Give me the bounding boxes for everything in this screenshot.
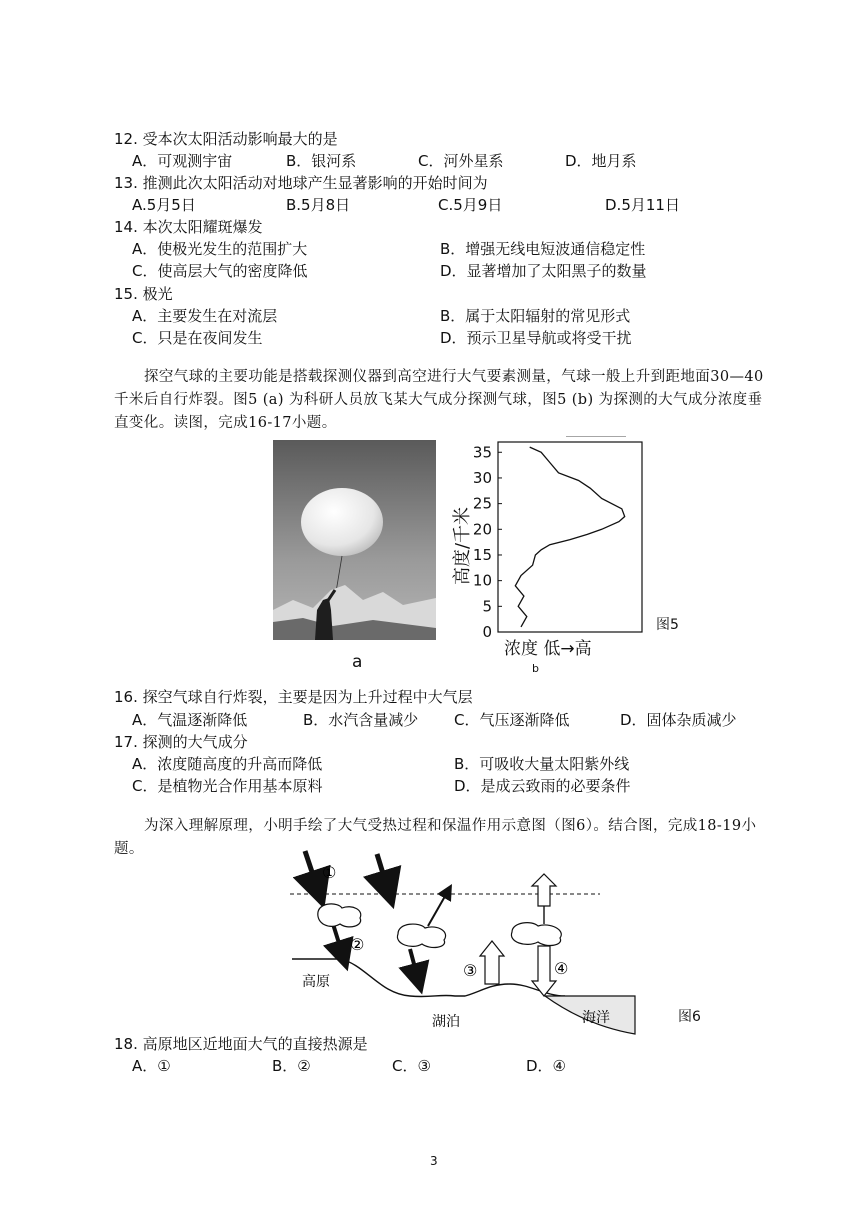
q13-option-c: C.5月9日: [438, 196, 503, 214]
q18-option-b: B．②: [272, 1057, 311, 1075]
q14-option-b: B．增强无线电短波通信稳定性: [440, 240, 646, 258]
label-lake: 湖泊: [432, 1014, 460, 1030]
q17-option-a: A．浓度随高度的升高而降低: [132, 755, 323, 773]
q18-option-c: C．③: [392, 1057, 431, 1075]
y-tick-label: 35: [472, 443, 492, 462]
y-tick-label: 0: [482, 623, 492, 641]
q12-option-a: A．可观测宇宙: [132, 152, 233, 170]
q14-option-c: C．使高层大气的密度降低: [132, 262, 308, 280]
q18-option-a: A．①: [132, 1057, 171, 1075]
ground-radiation-arrow-2: [333, 924, 343, 956]
q17-option-b: B．可吸收大量太阳紫外线: [454, 755, 630, 773]
q17-option-c: C．是植物光合作用基本原料: [132, 777, 323, 795]
concentration-line: [515, 447, 624, 627]
label-3: ③: [463, 961, 478, 980]
q14-stem: 14. 本次太阳耀斑爆发: [114, 218, 263, 236]
outgoing-radiation-arrow: [532, 874, 556, 906]
solar-radiation-arrow-2: [377, 854, 388, 890]
y-axis-label: 高度/千米: [452, 506, 473, 586]
label-ocean: 海洋: [582, 1010, 610, 1026]
q14-option-a: A．使极光发生的范围扩大: [132, 240, 308, 258]
atmosphere-heating-diagram: [280, 846, 650, 1036]
cloud-right: [511, 923, 561, 946]
label-2: ②: [350, 935, 365, 954]
label-plateau: 高原: [302, 974, 330, 990]
q16-option-d: D．固体杂质减少: [620, 711, 737, 729]
y-tick-label: 30: [472, 468, 492, 487]
q12-stem: 12. 受本次太阳活动影响最大的是: [114, 130, 338, 148]
ground-line: [292, 959, 565, 997]
atmospheric-counter-radiation-arrow-4: [532, 946, 556, 996]
x-axis-label: 浓度 低→高: [504, 639, 592, 659]
figure6-caption: 图6: [678, 1009, 701, 1025]
incoming-arrow-middle: [410, 949, 418, 979]
y-tick-label: 15: [472, 545, 492, 564]
y-tick-label: 25: [472, 494, 492, 513]
q18-option-d: D．④: [526, 1057, 566, 1075]
q15-option-c: C．只是在夜间发生: [132, 329, 263, 347]
q13-option-d: D.5月11日: [605, 196, 680, 214]
q13-option-b: B.5月8日: [286, 196, 351, 214]
q15-stem: 15. 极光: [114, 285, 173, 303]
q18-stem: 18. 高原地区近地面大气的直接热源是: [114, 1035, 368, 1053]
figure5-caption: 图5: [656, 617, 679, 633]
solar-radiation-arrow-1: [305, 851, 318, 890]
cloud-left: [318, 904, 361, 927]
q15-option-d: D．预示卫星导航或将受干扰: [440, 329, 632, 347]
concentration-chart: [446, 436, 656, 666]
q12-option-d: D．地月系: [565, 152, 637, 170]
q12-option-b: B．银河系: [286, 152, 357, 170]
reflection-arrow: [428, 891, 448, 926]
y-tick-label: 5: [482, 597, 492, 616]
page-number: 3: [430, 1154, 438, 1168]
q15-option-b: B．属于太阳辐射的常见形式: [440, 307, 631, 325]
q14-option-d: D．显著增加了太阳黑子的数量: [440, 262, 647, 280]
heating-paragraph: 为深入理解原理，小明手绘了大气受热过程和保温作用示意图（图6）。结合图，完成18-19小题。: [114, 818, 757, 857]
q13-stem: 13. 推测此次太阳活动对地球产生显著影响的开始时间为: [114, 174, 488, 192]
balloon-paragraph: 探空气球的主要功能是搭载探测仪器到高空进行大气要素测量，气球一般上升到距地面30—40千米后自行炸裂。图5 (a) 为科研人员放飞某大气成分探测气球，图5 (b) 为探测的大气成分浓度垂直变化。读图，完成16-17小题。: [114, 369, 764, 431]
y-tick-label: 10: [472, 571, 492, 590]
balloon-photo: [273, 440, 436, 640]
figure5a-label: a: [352, 652, 363, 672]
q17-stem: 17. 探测的大气成分: [114, 733, 248, 751]
label-4: ④: [554, 959, 569, 978]
balloon-photo-art: [273, 440, 436, 640]
cloud-middle: [397, 924, 445, 947]
q16-stem: 16. 探空气球自行炸裂，主要是因为上升过程中大气层: [114, 688, 473, 706]
q16-option-b: B．水汽含量减少: [303, 711, 419, 729]
q13-option-a: A.5月5日: [132, 196, 196, 214]
y-tick-label: 20: [472, 520, 492, 539]
figure5b-label: b: [532, 662, 539, 675]
q16-option-a: A．气温逐渐降低: [132, 711, 248, 729]
q17-option-d: D．是成云致雨的必要条件: [454, 777, 631, 795]
q12-option-c: C．河外星系: [418, 152, 504, 170]
q15-option-a: A．主要发生在对流层: [132, 307, 278, 325]
ground-radiation-arrow-3: [480, 941, 504, 984]
q16-option-c: C．气压逐渐降低: [454, 711, 570, 729]
label-1: ①: [322, 863, 337, 882]
